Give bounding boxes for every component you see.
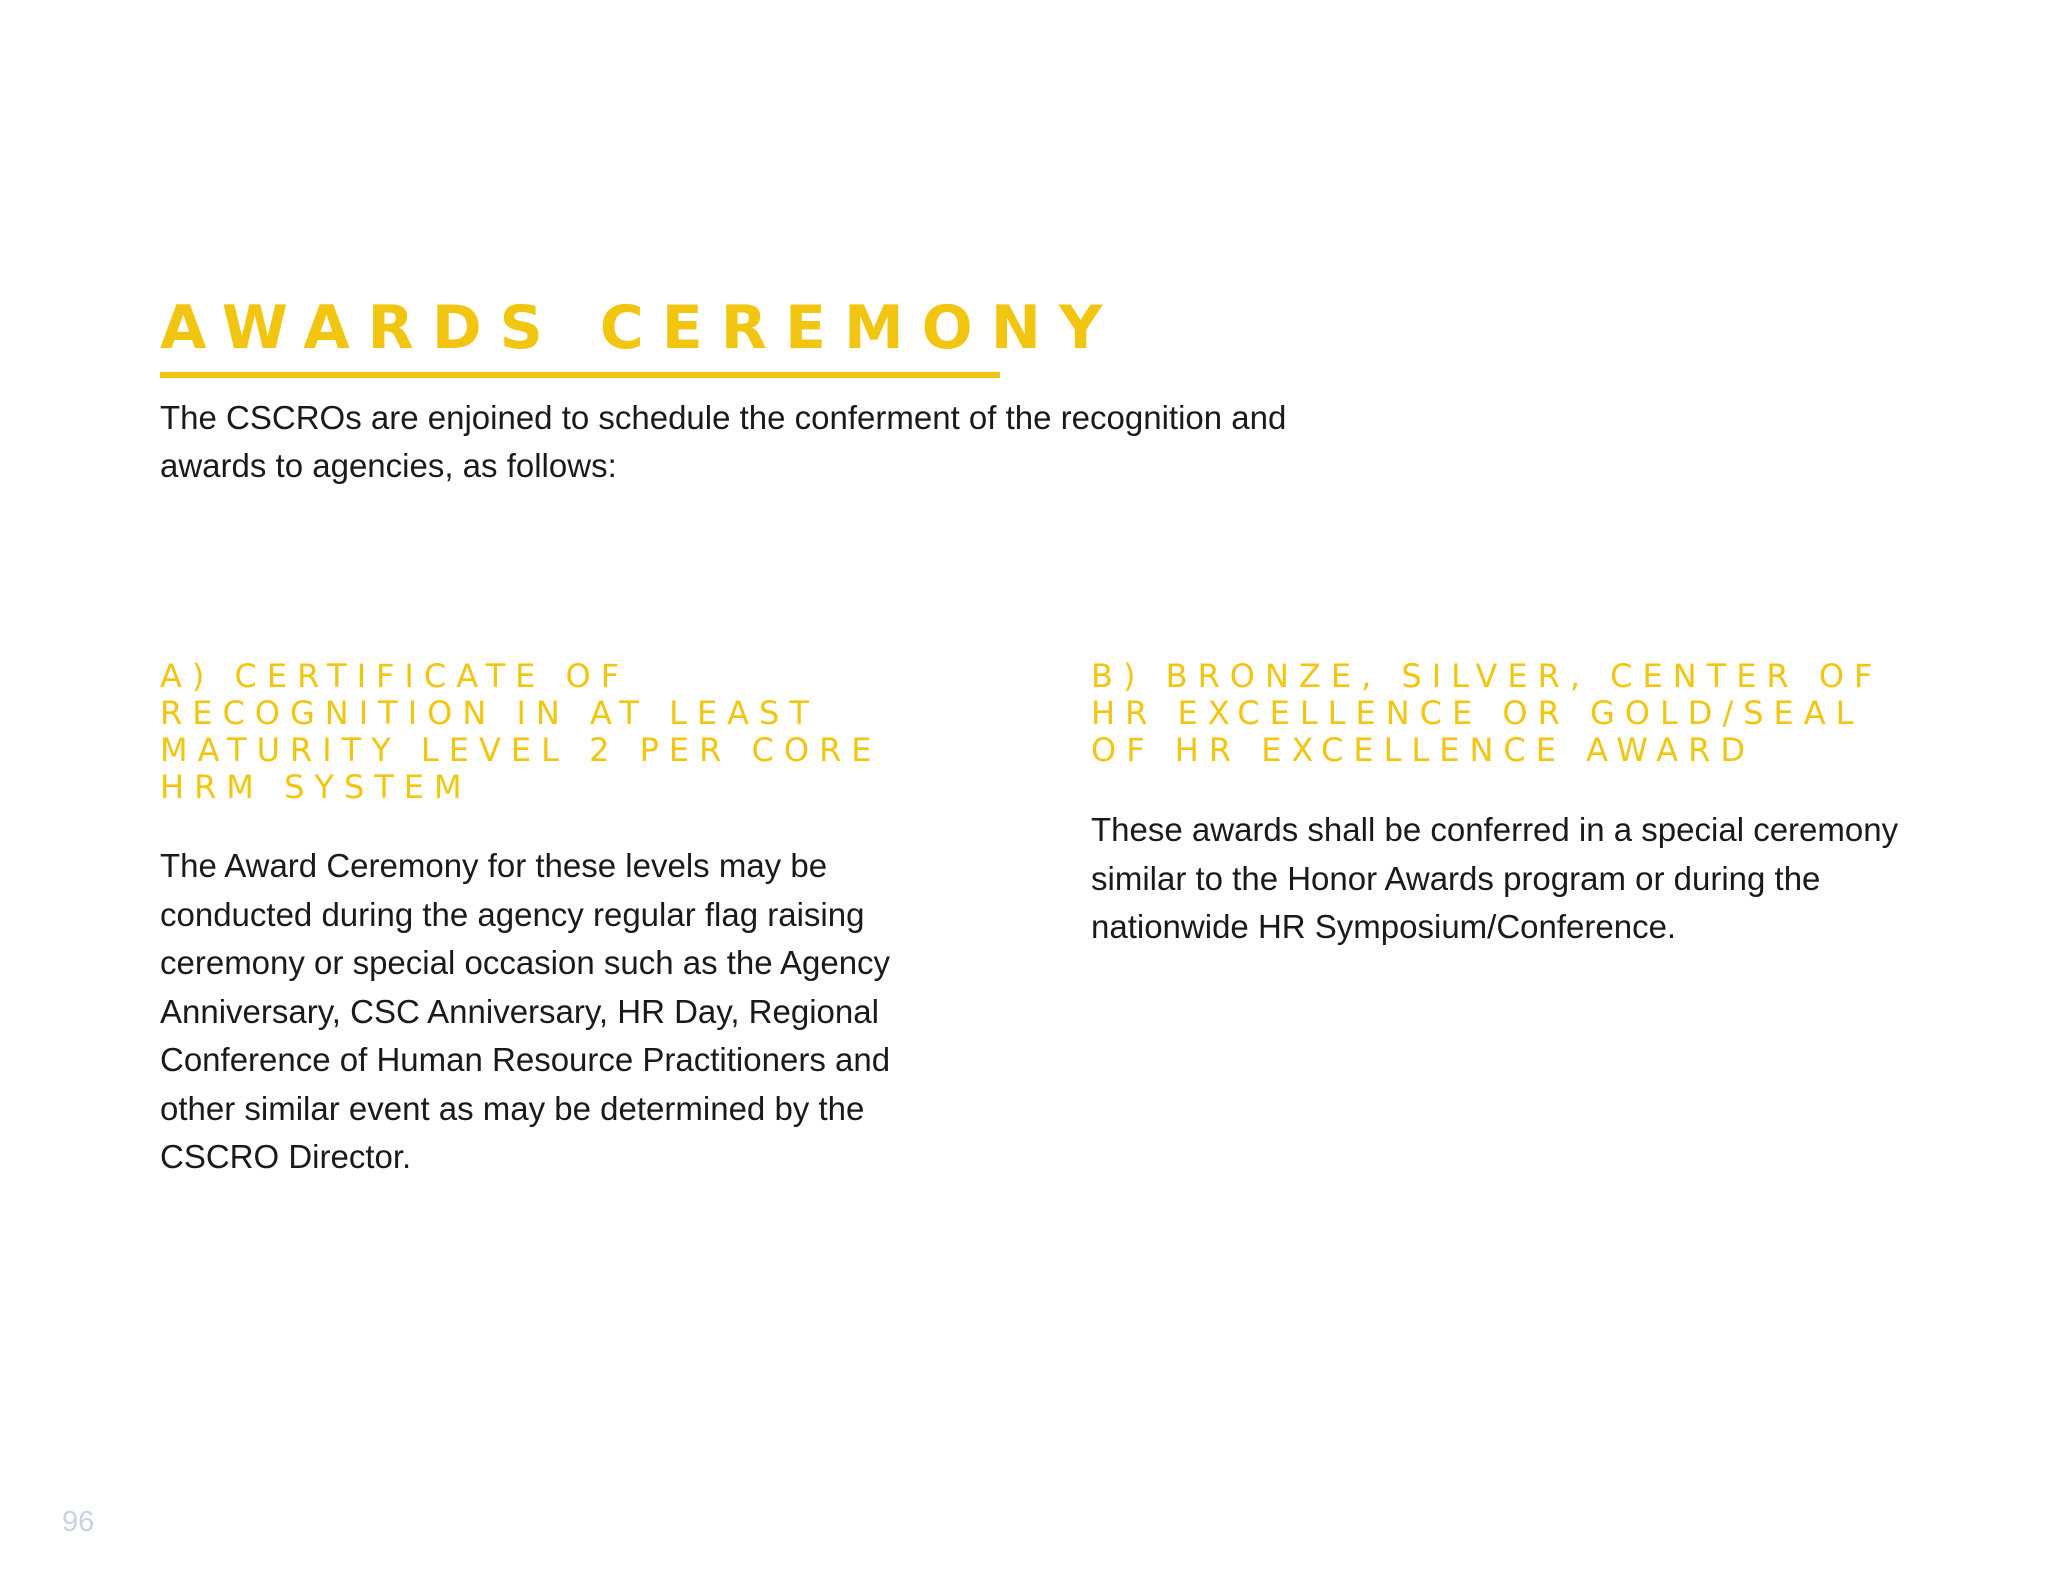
section-b-heading: B) BRONZE, SILVER, CENTER OF HR EXCELLENCE OR GOLD/SEAL OF HR EXCELLENCE AWARD	[1091, 657, 1883, 769]
title-underline	[160, 372, 1000, 378]
section-b-body: These awards shall be conferred in a special ceremony similar to the Honor Awards program or during the nationwide HR Symposium/Conference.	[1091, 811, 1899, 945]
section-a-heading: A) CERTIFICATE OF RECOGNITION IN AT LEAST MATURITY LEVEL 2 PER CORE HRM SYSTEM	[160, 657, 882, 806]
intro-paragraph: The CSCROs are enjoined to schedule the conferment of the recognition and awards to agencies, as follows:	[160, 399, 1287, 484]
section-a-body: The Award Ceremony for these levels may be conducted during the agency regular flag raising ceremony or special occasion such as the Agency Anniversary, CSC Anniversary, HR Day, Regional Conference of Human Resource Practitioners and other similar event as may be determined by the CSCRO Director.	[160, 847, 891, 1175]
page-title: AWARDS CEREMONY	[160, 293, 1121, 363]
page-number: 96	[62, 1506, 95, 1538]
